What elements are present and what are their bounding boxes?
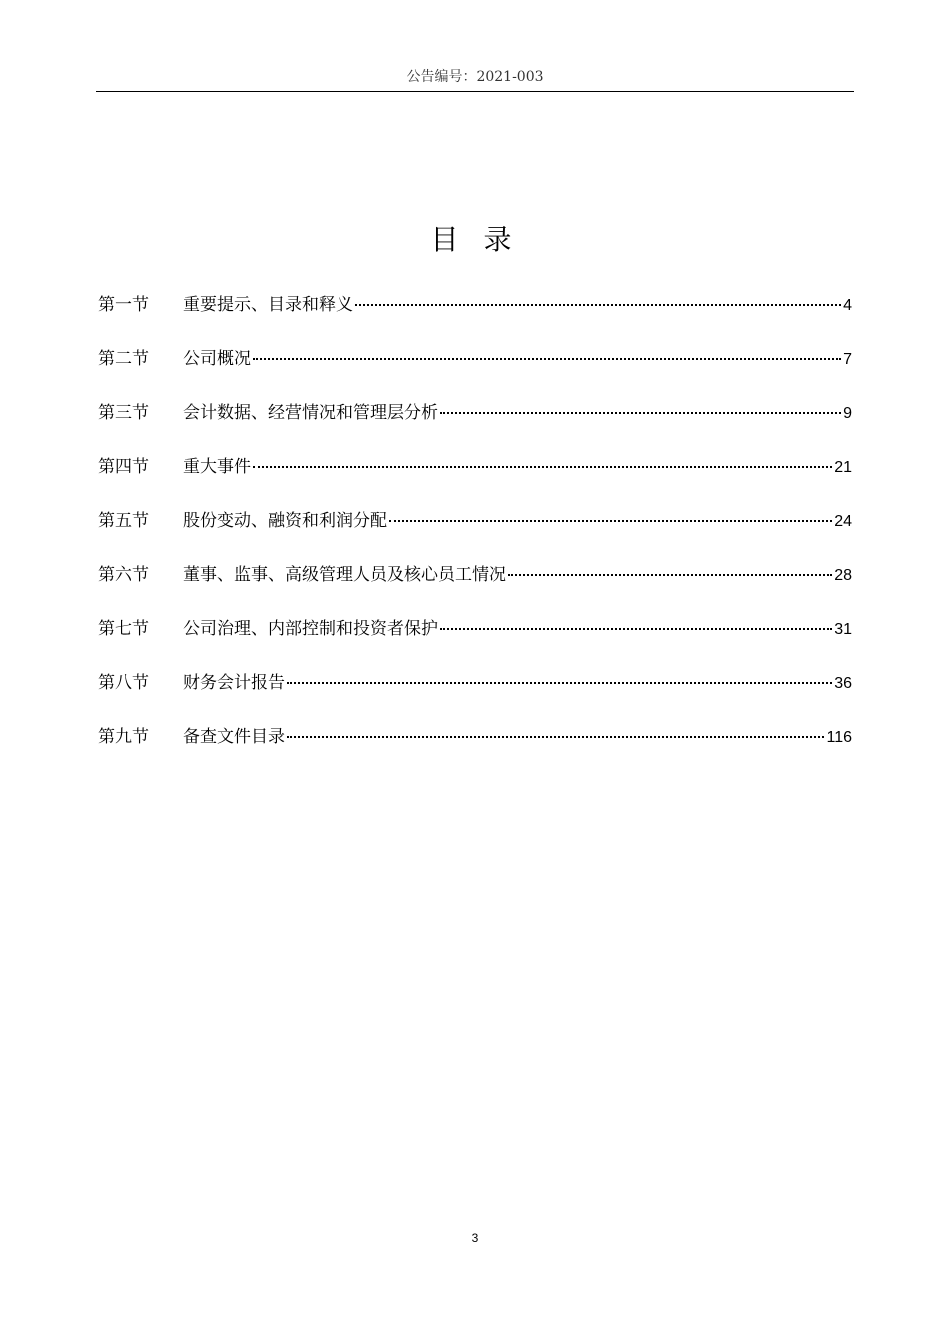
dot-leader: [389, 520, 832, 522]
toc-page-number: 36: [834, 675, 852, 692]
toc-entry-3[interactable]: [98, 398, 852, 452]
toc-entry-7[interactable]: [98, 614, 852, 668]
table-of-contents: [98, 290, 852, 776]
dot-leader: [287, 682, 832, 684]
dot-leader: [440, 412, 841, 414]
toc-section-label: 第二节: [98, 349, 149, 369]
toc-section-label: 第五节: [98, 511, 149, 531]
dot-leader: [440, 628, 832, 630]
toc-page-number: 28: [834, 567, 852, 584]
toc-entry-5[interactable]: [98, 506, 852, 560]
toc-entry-title: 公司概况: [183, 349, 251, 369]
toc-section-label: 第三节: [98, 403, 149, 423]
toc-page-number: 21: [834, 459, 852, 476]
toc-entry-title: 备查文件目录: [183, 727, 285, 747]
toc-entry-8[interactable]: [98, 668, 852, 722]
toc-section-label: 第一节: [98, 295, 149, 315]
toc-entry-title: 重要提示、目录和释义: [183, 295, 353, 315]
toc-section-label: 第四节: [98, 457, 149, 477]
toc-section-label: 第六节: [98, 565, 149, 585]
toc-entry-title: 会计数据、经营情况和管理层分析: [183, 403, 438, 423]
dot-leader: [355, 304, 841, 306]
dot-leader: [253, 358, 841, 360]
toc-page-number: 9: [843, 405, 852, 422]
dot-leader: [508, 574, 832, 576]
dot-leader: [287, 736, 824, 738]
toc-page-number: 7: [843, 351, 852, 368]
running-header: 公告编号：2021-003: [406, 69, 544, 85]
toc-entry-4[interactable]: [98, 452, 852, 506]
toc-title: 目 录: [430, 223, 520, 256]
toc-entry-6[interactable]: [98, 560, 852, 614]
toc-entry-title: 财务会计报告: [183, 673, 285, 693]
header-rule: [96, 91, 854, 92]
toc-page-number: 31: [834, 621, 852, 638]
toc-entry-title: 股份变动、融资和利润分配: [183, 511, 387, 531]
toc-page-number: 4: [843, 297, 852, 314]
toc-entry-9[interactable]: [98, 722, 852, 776]
toc-entry-1[interactable]: [98, 290, 852, 344]
toc-entry-2[interactable]: [98, 344, 852, 398]
toc-page-number: 24: [834, 513, 852, 530]
dot-leader: [253, 466, 832, 468]
page-number: 3: [471, 1231, 479, 1245]
toc-section-label: 第七节: [98, 619, 149, 639]
toc-section-label: 第八节: [98, 673, 149, 693]
toc-page-number: 116: [826, 729, 852, 746]
toc-entry-title: 董事、监事、高级管理人员及核心员工情况: [183, 565, 506, 585]
toc-entry-title: 重大事件: [183, 457, 251, 477]
toc-section-label: 第九节: [98, 727, 149, 747]
toc-entry-title: 公司治理、内部控制和投资者保护: [183, 619, 438, 639]
